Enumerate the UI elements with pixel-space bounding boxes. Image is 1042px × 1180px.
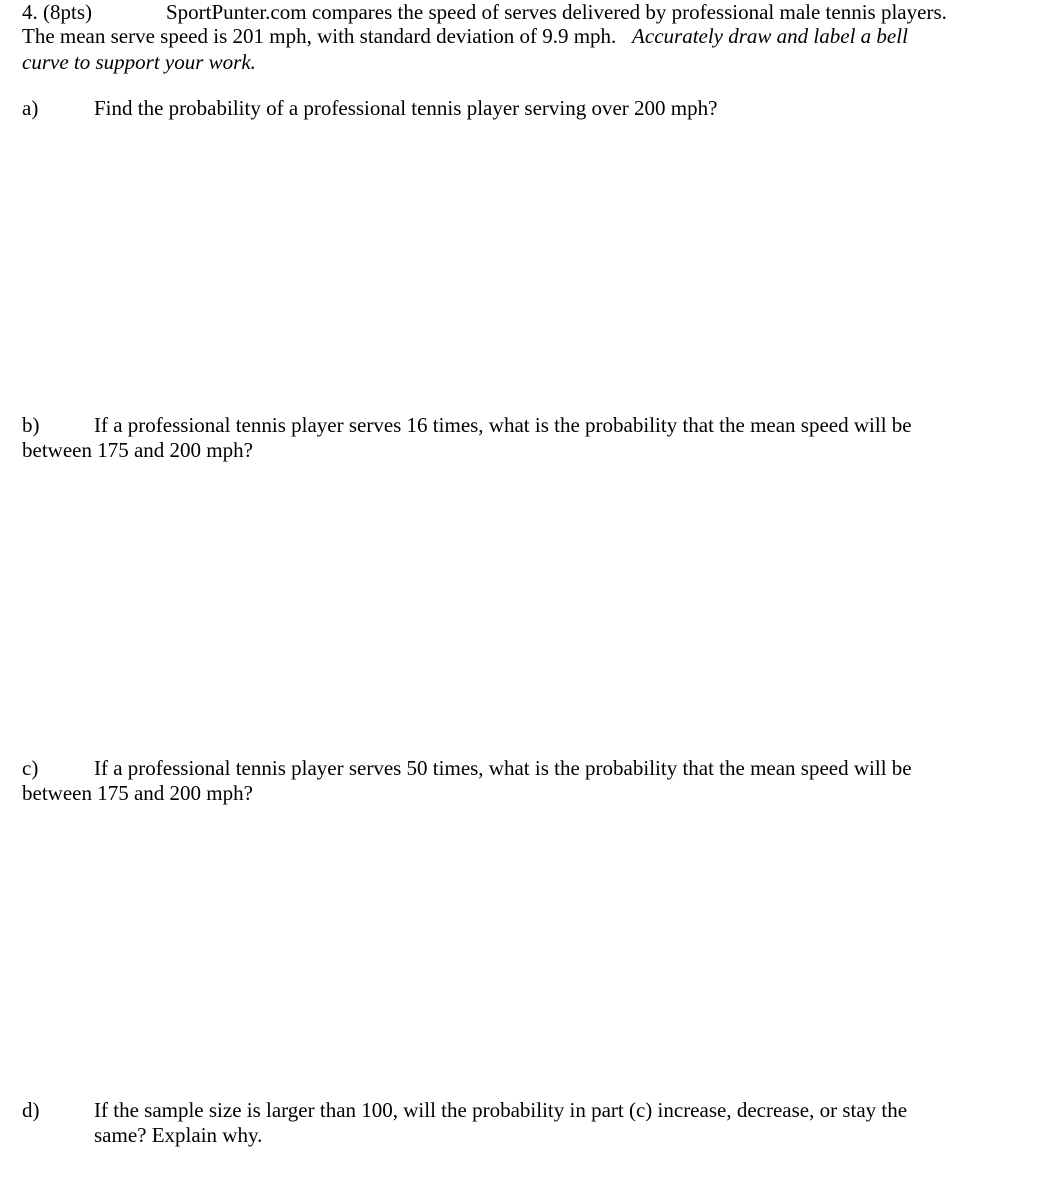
problem-intro-line1: SportPunter.com compares the speed of serves delivered by professional male tennis players.: [166, 0, 947, 24]
part-d-text-line2: same? Explain why.: [94, 1123, 263, 1147]
part-d-text-line1: If the sample size is larger than 100, will the probability in part (c) increase, decrease, or stay the: [94, 1098, 908, 1122]
part-d-label: d): [22, 1098, 40, 1122]
problem-intro-line2: The mean serve speed is 201 mph, with standard deviation of 9.9 mph.: [22, 24, 617, 48]
part-c-label: c): [22, 756, 39, 780]
part-b-text-line2: between 175 and 200 mph?: [22, 438, 253, 462]
part-a-text: Find the probability of a professional tennis player serving over 200 mph?: [94, 96, 718, 120]
instruction-part2: curve to support your work.: [22, 50, 256, 74]
problem-intro-line2-wrap: [22, 24, 908, 49]
problem-header: [22, 0, 92, 25]
part-a-label: a): [22, 96, 39, 120]
problem-number: 4. (8pts): [22, 0, 92, 24]
part-c-text-line1: If a professional tennis player serves 50 times, what is the probability that the mean speed will be: [94, 756, 912, 780]
part-b-label: b): [22, 413, 40, 437]
part-b-text-line1: If a professional tennis player serves 16 times, what is the probability that the mean speed will be: [94, 413, 912, 437]
part-c-text-line2: between 175 and 200 mph?: [22, 781, 253, 805]
instruction-part1: Accurately draw and label a bell: [632, 24, 908, 48]
